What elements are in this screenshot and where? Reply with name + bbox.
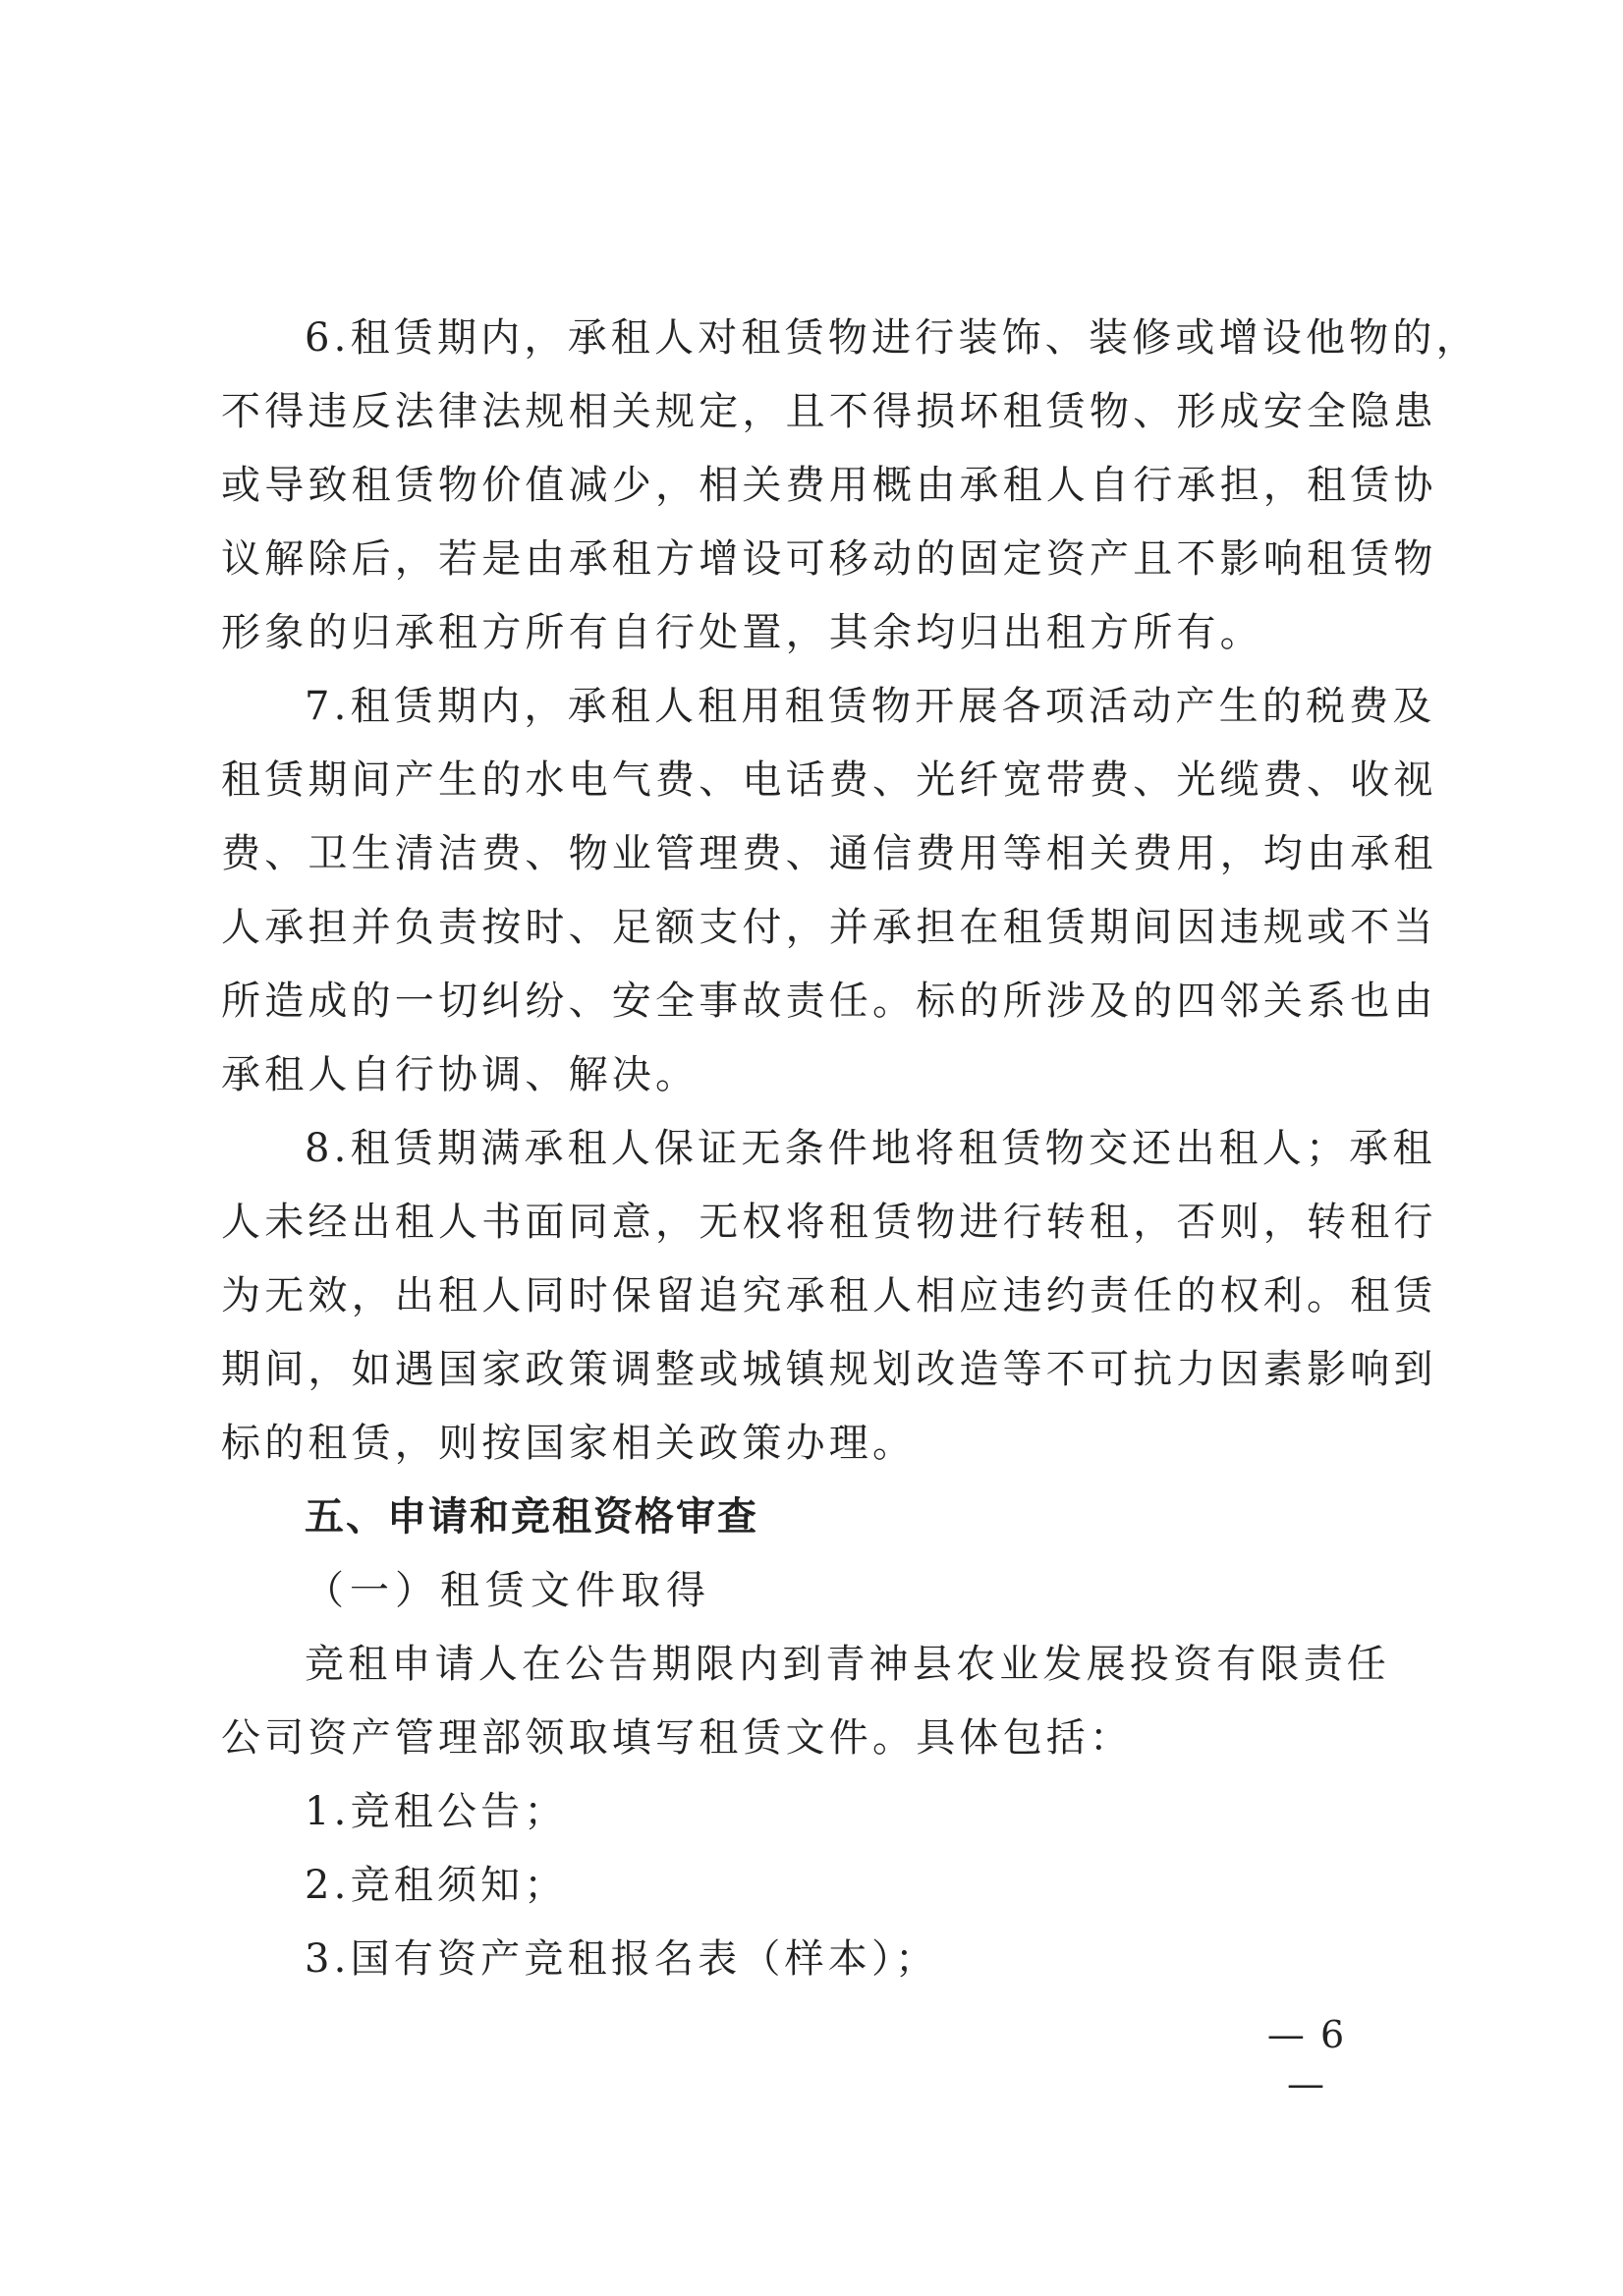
page-number: — 6 — bbox=[1266, 2013, 1347, 2105]
clause-8-line-5: 标的租赁，则按国家相关政策办理。 bbox=[221, 1421, 917, 1466]
list-item: 3.国有资产竞租报名表（样本）； bbox=[305, 1936, 939, 1982]
list-item: 1.竞租公告； bbox=[305, 1789, 568, 1834]
clause-7-line-1: 7.租赁期内，承租人租用租赁物开展各项活动产生的税费及 bbox=[305, 684, 1436, 729]
clause-8-line-4: 期间，如遇国家政策调整或城镇规划改造等不可抗力因素影响到 bbox=[221, 1347, 1437, 1392]
clause-7-line-4: 人承担并负责按时、足额支付，并承担在租赁期间因违规或不当 bbox=[221, 905, 1437, 950]
paragraph-line-2: 公司资产管理部领取填写租赁文件。具体包括： bbox=[221, 1715, 1134, 1761]
clause-7-line-5: 所造成的一切纠纷、安全事故责任。标的所涉及的四邻关系也由 bbox=[221, 979, 1437, 1024]
section-heading: 五、申请和竞租资格审查 bbox=[305, 1494, 758, 1540]
list-item: 2.竞租须知； bbox=[305, 1863, 568, 1908]
clause-8-line-3: 为无效，出租人同时保留追究承租人相应违约责任的权利。租赁 bbox=[221, 1273, 1437, 1318]
clause-7-line-2: 租赁期间产生的水电气费、电话费、光纤宽带费、光缆费、收视 bbox=[221, 757, 1437, 803]
clause-7-line-6: 承租人自行协调、解决。 bbox=[221, 1052, 700, 1097]
clause-6-line-1: 6.租赁期内，承租人对租赁物进行装饰、装修或增设他物的， bbox=[305, 315, 1480, 361]
clause-8-line-1: 8.租赁期满承租人保证无条件地将租赁物交还出租人；承租 bbox=[305, 1126, 1436, 1171]
paragraph-line-1: 竞租申请人在公告期限内到青神县农业发展投资有限责任 bbox=[305, 1642, 1390, 1687]
clause-6-line-2: 不得违反法律法规相关规定，且不得损坏租赁物、形成安全隐患 bbox=[221, 389, 1437, 434]
clause-8-line-2: 人未经出租人书面同意，无权将租赁物进行转租，否则，转租行 bbox=[221, 1200, 1437, 1245]
clause-6-line-5: 形象的归承租方所有自行处置，其余均归出租方所有。 bbox=[221, 610, 1263, 655]
subsection-heading: （一）租赁文件取得 bbox=[305, 1568, 711, 1613]
clause-6-line-4: 议解除后，若是由承租方增设可移动的固定资产且不影响租赁物 bbox=[221, 536, 1437, 582]
clause-7-line-3: 费、卫生清洁费、物业管理费、通信费用等相关费用，均由承租 bbox=[221, 831, 1437, 876]
clause-6-line-3: 或导致租赁物价值减少，相关费用概由承租人自行承担，租赁协 bbox=[221, 463, 1437, 508]
